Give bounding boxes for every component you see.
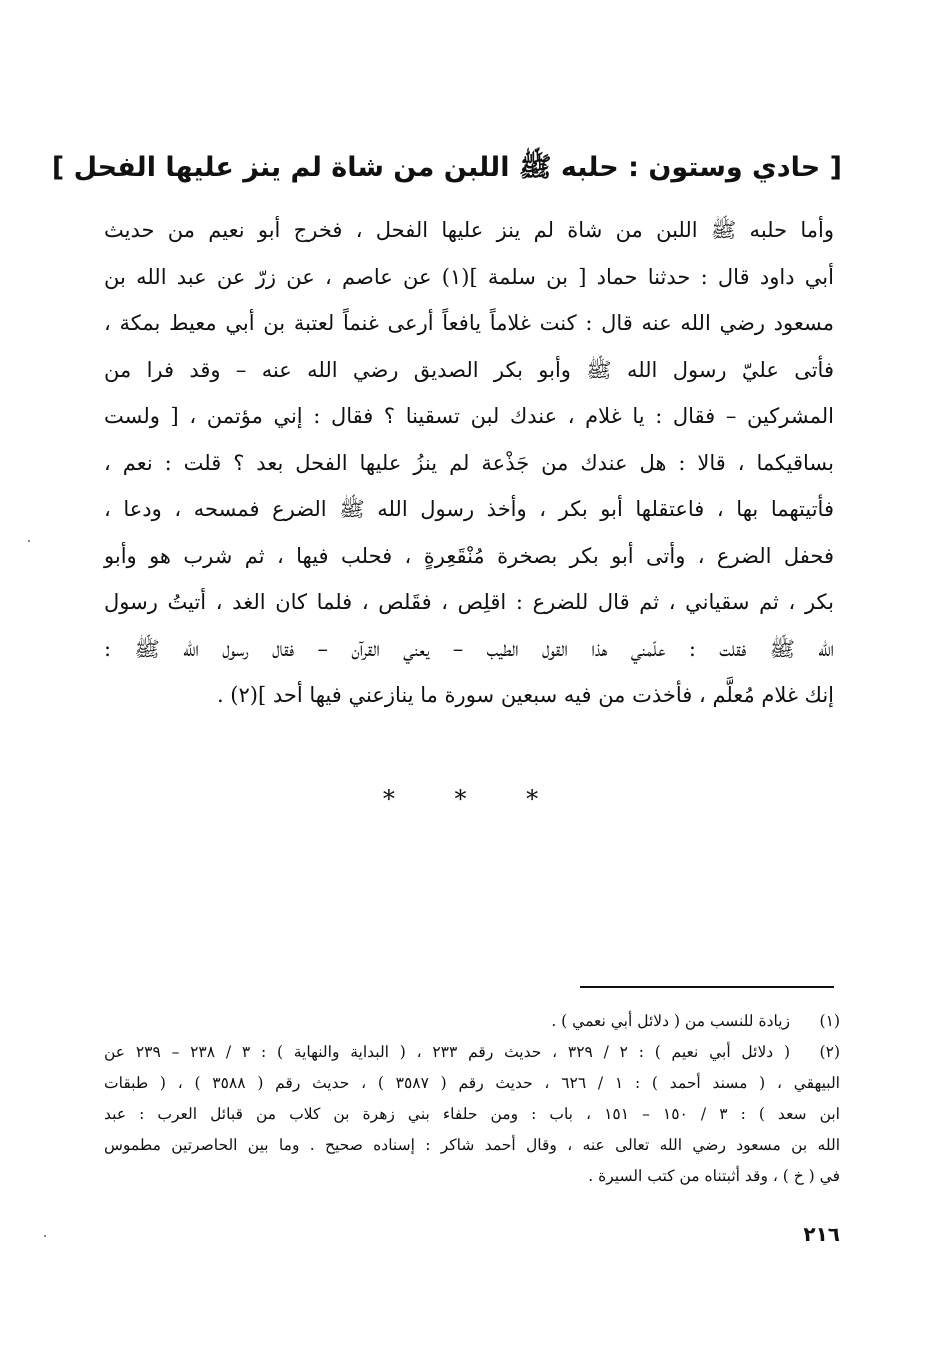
footnote-line: ( دلائل أبي نعيم ) : ٢ / ٣٢٩ ، حديث رقم ٢٣٣ ، ( البداية والنهاية ) : ٣ / ٢٣٨ – ٢٣٩ عن bbox=[104, 1043, 791, 1061]
footnote-number: (٢) bbox=[819, 1043, 840, 1061]
footnotes bbox=[104, 1006, 840, 1192]
body-line: مسعود رضي الله عنه قال : كنت غلاماً يافعاً أرعى غنماً لعتبة بن أبي معيط بمكة ، bbox=[104, 311, 834, 335]
body-line: المشركين – فقال : يا غلام ، عندك لبن تسقينا ؟ فقال : إني مؤتمن ، [ ولست bbox=[104, 404, 834, 428]
body-line: بكر ، ثم سقياني ، ثم قال للضرع : اقلِص ، فقَلص ، فلما كان الغد ، أتيتُ رسول bbox=[104, 590, 834, 614]
scan-speck bbox=[28, 540, 30, 542]
footnote-number: (١) bbox=[819, 1012, 840, 1030]
page-number: ٢١٦ bbox=[803, 1222, 840, 1246]
body-line: فأتيتهما بها ، فاعتقلها أبو بكر ، وأخذ رسول الله ﷺ الضرع فمسحه ، ودعا ، bbox=[104, 497, 834, 521]
body-line: الله ﷺ فقلت : علّمني هذا القول الطيب – يعني القرآن – فقال رسول الله ﷺ : bbox=[104, 636, 834, 661]
section-divider-stars: * * * bbox=[382, 785, 565, 813]
body-line: فأتى عليّ رسول الله ﷺ وأبو بكر الصديق رضي الله عنه – وقد فرا من bbox=[104, 357, 834, 382]
body-line: أبي داود قال : حدثنا حماد [ بن سلمة ](١) عن عاصم ، عن زرّ عن عبد الله بن bbox=[104, 264, 834, 289]
footnote-separator bbox=[580, 986, 834, 988]
footnote-line: في ( خ ) ، وقد أثبتناه من كتب السيرة . bbox=[588, 1167, 840, 1185]
body-line: بساقيكما ، قالا : هل عندك من جَذْعة لم ينزُ عليها الفحل بعد ؟ قلت : نعم ، bbox=[104, 450, 834, 475]
footnote-line: البيهقي ، ( مسند أحمد ) : ١ / ٦٢٦ ، حديث رقم ( ٣٥٨٧ ) ، حديث رقم ( ٣٥٨٨ ) ، ( طبقات bbox=[104, 1074, 840, 1092]
footnote-2 bbox=[104, 1037, 840, 1192]
footnote-line: زيادة للنسب من ( دلائل أبي نعمي ) . bbox=[551, 1012, 790, 1030]
body-text bbox=[104, 207, 834, 719]
scan-speck bbox=[44, 1235, 46, 1237]
footnote-line: الله بن مسعود رضي الله تعالى عنه ، وقال أحمد شاكر : إسناده صحيح . وما بين الحاصرتين مطموس bbox=[104, 1136, 840, 1154]
body-line: إنك غلام مُعلَّم ، فأخذت من فيه سبعين سورة ما ينازعني فيها أحد ](٢) . bbox=[216, 683, 834, 707]
section-heading: [ حادي وستون : حلبه ﷺ اللبن من شاة لم ينز عليها الفحل ] bbox=[51, 152, 842, 183]
body-line: فحفل الضرع ، وأتى أبو بكر بصخرة مُنْقَعِرةٍ ، فحلب فيها ، ثم شرب هو وأبو bbox=[104, 543, 834, 568]
footnote-line: ابن سعد ) : ٣ / ١٥٠ – ١٥١ ، باب : ومن حلفاء بني زهرة بن كلاب من قبائل العرب : عبد bbox=[104, 1105, 840, 1123]
footnote-1 bbox=[104, 1006, 840, 1037]
body-line: وأما حلبه ﷺ اللبن من شاة لم ينز عليها الفحل ، فخرج أبو نعيم من حديث bbox=[104, 218, 834, 242]
